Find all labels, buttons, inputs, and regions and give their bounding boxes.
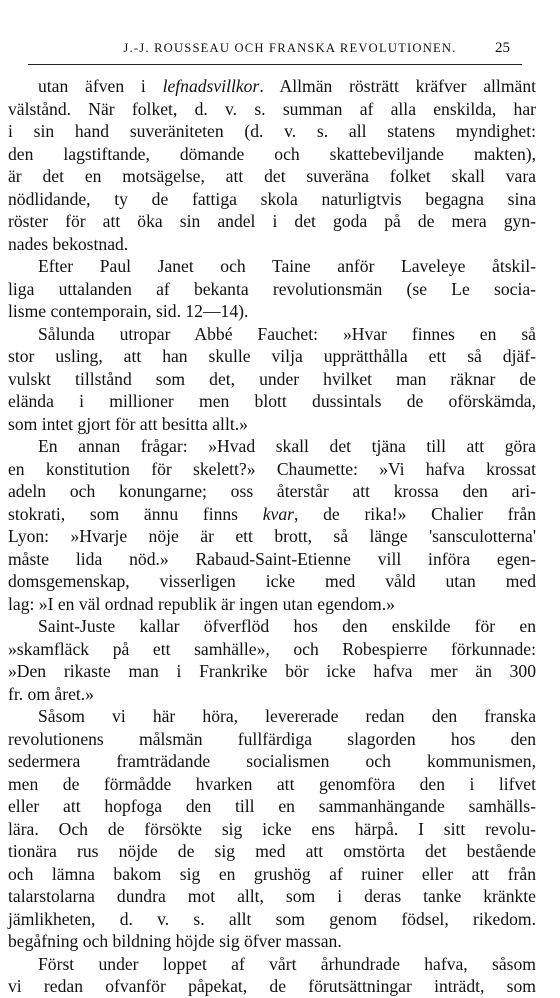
text-line	[8, 593, 536, 616]
text-line	[8, 435, 536, 458]
text-segment: revolutionens målsmän fullfärdiga slagorden hos den	[8, 728, 536, 749]
text-segment: Först under loppet af vårt århundrade hafva, såsom	[38, 953, 536, 974]
text-segment: domsgemenskap, visserligen icke med våld utan med	[8, 571, 536, 591]
text-segment: men de förmådde hvarken att genomföra den i lifvet	[8, 773, 536, 794]
text-line	[8, 345, 536, 368]
text-segment: nades bekostnad.	[8, 233, 129, 254]
text-line	[8, 413, 536, 436]
page-header	[0, 41, 560, 61]
text-segment: talarstolarna dundra mot allt, som i deras tanke kränkte	[8, 886, 536, 906]
italic-text: kvar	[262, 503, 295, 524]
text-line	[8, 818, 536, 841]
text-segment: vi redan ofvanför påpekat, de förutsättningar inträdt, som	[8, 976, 536, 996]
text-line	[8, 458, 536, 481]
text-segment: välstånd. När folket, d. v. s. summan af alla enskilda, har	[8, 98, 536, 119]
text-segment: . Allmän rösträtt kräfver allmänt	[259, 76, 536, 96]
text-line	[8, 255, 536, 278]
text-segment: tionära rus nöjde de sig med att omstörta det bestående	[8, 841, 536, 861]
text-segment: som intet gjort för att besitta allt.»	[8, 413, 248, 434]
text-segment: vulskt tillstånd som det, under hvilket man räknar de	[8, 368, 536, 389]
text-line	[8, 503, 536, 526]
running-head: J.-J. ROUSSEAU OCH FRANSKA REVOLUTIONEN.	[123, 41, 457, 55]
paragraph	[8, 255, 536, 323]
text-line	[8, 863, 536, 886]
text-line	[8, 840, 536, 863]
text-line	[8, 98, 536, 121]
text-line	[8, 975, 536, 998]
text-line	[8, 278, 536, 301]
text-line	[8, 210, 536, 233]
text-segment: begåfning och bildning höjde sig öfver massan.	[8, 931, 342, 951]
text-line	[8, 143, 536, 166]
paragraph	[8, 953, 536, 998]
text-segment: är det en motsägelse, att det suveräna folket skall vara	[8, 166, 536, 186]
text-line	[8, 323, 536, 346]
text-line	[8, 705, 536, 728]
paragraph	[8, 435, 536, 615]
text-segment: stokrati, som ännu finns	[8, 503, 263, 524]
text-segment: sedermera framträdande socialismen och kommunismen,	[8, 751, 536, 771]
text-line	[8, 683, 536, 706]
italic-text: lefnadsvillkor	[162, 76, 260, 96]
text-segment: liga uttalanden af bekanta revolutionsmän (se Le socia-	[8, 278, 536, 299]
text-line	[8, 750, 536, 773]
text-segment: röster för att öka sin andel i det goda på de mera gyn-	[8, 211, 536, 231]
text-segment: »skamfläck på ett samhälle», och Robespierre förkunnade:	[8, 638, 536, 659]
text-line	[8, 615, 536, 638]
text-segment: stor usling, att han skulle vilja upprätthålla ett så djäf-	[8, 346, 536, 366]
header-rule	[28, 64, 522, 65]
text-segment: »Den rikaste man i Frankrike bör icke hafva mer än 300	[8, 661, 536, 681]
text-segment: lära. Och de försökte sig icke ens härpå. I sitt revolu-	[8, 818, 536, 839]
text-line	[8, 188, 536, 211]
text-segment: jämlikheten, d. v. s. allt som genom födsel, rikedom.	[8, 908, 536, 929]
text-segment: , de rika!» Chalier från	[294, 503, 536, 524]
text-segment: fr. om året.»	[8, 683, 94, 704]
text-segment: eller att hopfoga den till en sammanhängande samhälls-	[8, 796, 536, 816]
page-number: 25	[495, 40, 510, 56]
text-segment: Saint-Juste kallar öfverflöd hos den enskilde för en	[38, 616, 536, 636]
text-line	[8, 525, 536, 548]
text-segment: och lämna bakom sig en grushög af ruiner eller att från	[8, 863, 536, 884]
text-segment: Efter Paul Janet och Taine anför Laveleye åtskil-	[38, 256, 536, 276]
text-line	[8, 930, 536, 953]
paragraph	[8, 705, 536, 953]
text-line	[8, 480, 536, 503]
text-line	[8, 548, 536, 571]
text-line	[8, 120, 536, 143]
text-segment: i sin hand suveräniteten (d. v. s. all statens myndighet:	[8, 121, 536, 141]
text-segment: lisme contemporain, sid. 12—14).	[8, 301, 249, 321]
text-line	[8, 728, 536, 751]
text-line	[8, 390, 536, 413]
text-line	[8, 660, 536, 683]
text-segment: utan äfven i	[38, 76, 163, 96]
text-line	[8, 908, 536, 931]
paragraph	[8, 75, 536, 255]
text-segment: nödlidande, ty de fattiga skola naturligtvis begagna sina	[8, 188, 536, 209]
text-segment: en konstitution för skelett?» Chaumette: »Vi hafva krossat	[8, 458, 536, 479]
text-line	[8, 300, 536, 323]
text-segment: måste lida nöd.» Rabaud-Saint-Etienne vill införa egen-	[8, 548, 536, 569]
text-segment: adeln och konungarne; oss återstår att krossa den ari-	[8, 481, 536, 501]
paragraph	[8, 323, 536, 436]
text-segment: Såsom vi här höra, levererade redan den franska	[38, 706, 536, 726]
text-line	[8, 795, 536, 818]
text-segment: lag: »I en väl ordnad republik är ingen utan egendom.»	[8, 593, 395, 614]
body-text	[8, 75, 536, 998]
text-segment: Lyon: »Hvarje nöje är ett brott, så länge 'sansculotterna'	[8, 526, 536, 546]
paragraph	[8, 615, 536, 705]
text-line	[8, 773, 536, 796]
text-segment: Sålunda utropar Abbé Fauchet: »Hvar finnes en så	[38, 323, 536, 344]
text-line	[8, 368, 536, 391]
text-line	[8, 953, 536, 976]
text-line	[8, 233, 536, 256]
text-line	[8, 75, 536, 98]
text-segment: den lagstiftande, dömande och skattebeviljande makten),	[8, 143, 536, 164]
text-line	[8, 570, 536, 593]
text-segment: elända i millioner men blott dussintals de oförskämda,	[8, 391, 536, 411]
text-segment: En annan frågar: »Hvad skall det tjäna till att göra	[38, 436, 536, 456]
text-line	[8, 885, 536, 908]
text-line	[8, 638, 536, 661]
text-line	[8, 165, 536, 188]
